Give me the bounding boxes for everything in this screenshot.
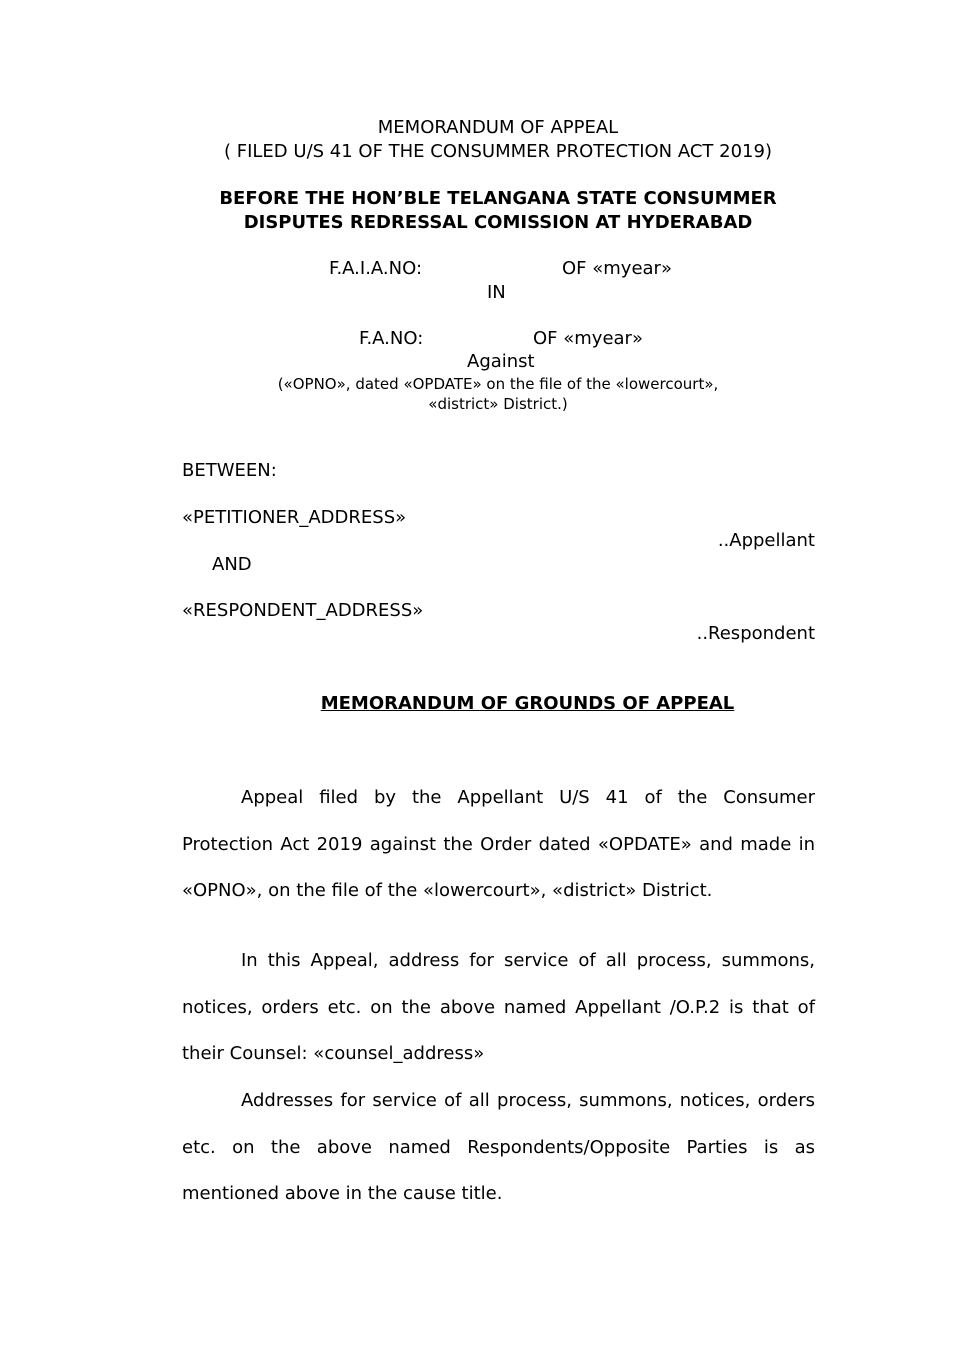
- document-title: MEMORANDUM OF APPEAL: [377, 117, 619, 138]
- appellant-label: ..Appellant: [717, 530, 815, 551]
- grounds-heading: MEMORANDUM OF GROUNDS OF APPEAL: [320, 693, 735, 714]
- against-label: Against: [467, 351, 535, 372]
- in-label: IN: [487, 282, 506, 303]
- court-name-line-1: BEFORE THE HON’BLE TELANGANA STATE CONSUMMER: [219, 188, 777, 209]
- respondent-address: «RESPONDENT_ADDRESS»: [182, 600, 424, 621]
- paragraph-appeal-filed: Appeal filed by the Appellant U/S 41 of the Consumer Protection Act 2019 against the Order dated «OPDATE» and made in «OPNO», on the file of the «lowercourt», «district» District.: [182, 787, 815, 901]
- against-detail-line-2: «district» District.): [428, 395, 568, 413]
- between-label: BETWEEN:: [182, 460, 277, 481]
- petitioner-address: «PETITIONER_ADDRESS»: [182, 507, 407, 528]
- respondent-label: ..Respondent: [696, 623, 815, 644]
- fa-number-label: F.A.NO:: [359, 328, 424, 349]
- faia-number-label: F.A.I.A.NO:: [329, 258, 423, 279]
- and-label: AND: [212, 554, 252, 575]
- faia-year: OF «myear»: [562, 258, 672, 279]
- fa-year: OF «myear»: [533, 328, 643, 349]
- court-name-line-2: DISPUTES REDRESSAL COMISSION AT HYDERABAD: [243, 212, 753, 233]
- filed-under-line: ( FILED U/S 41 OF THE CONSUMMER PROTECTION ACT 2019): [224, 141, 772, 162]
- against-detail-line-1: («OPNO», dated «OPDATE» on the file of the «lowercourt»,: [277, 375, 719, 393]
- paragraph-service-address-appellant: In this Appeal, address for service of all process, summons, notices, orders etc. on the above named Appellant /O.P.2 is that of their Counsel: «counsel_address»: [182, 950, 815, 1064]
- paragraph-service-address-respondents: Addresses for service of all process, summons, notices, orders etc. on the above named Respondents/Opposite Parties is as mentioned above in the cause title.: [182, 1090, 815, 1204]
